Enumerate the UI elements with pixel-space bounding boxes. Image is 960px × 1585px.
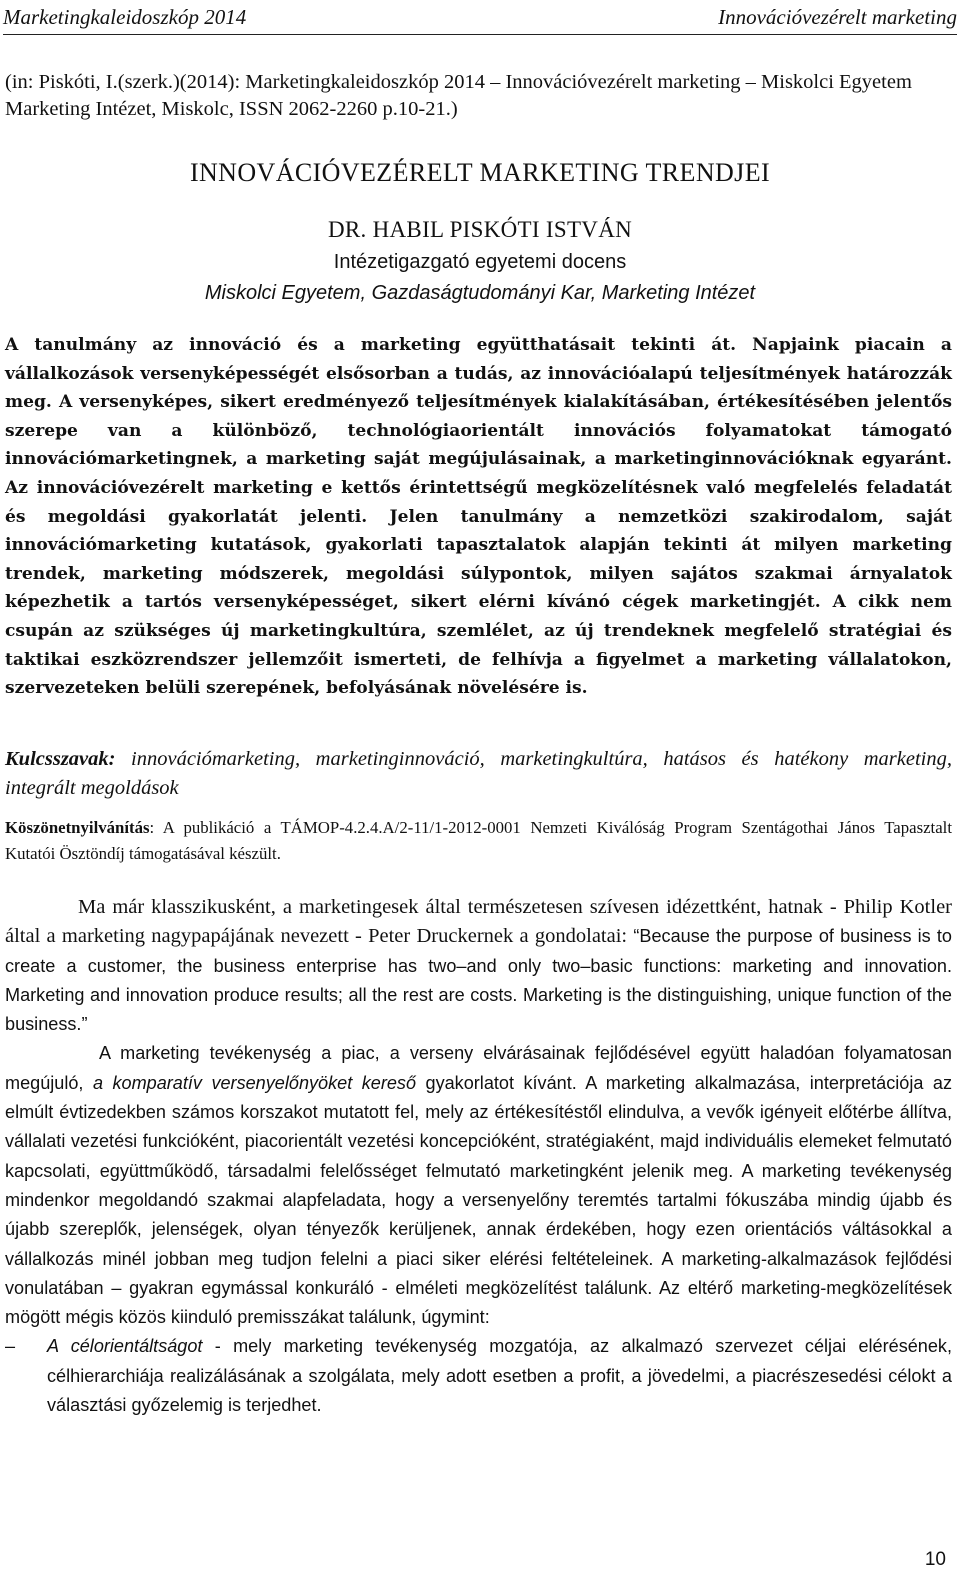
keywords-text: innovációmarketing, marketinginnováció, marketingkultúra, hatásos és hatékony marketing, integrált megoldások [5,748,952,799]
abstract: A tanulmány az innováció és a marketing együtthatásait tekinti át. Napjaink piacain a vállalkozások versenyképességét elsősorban a tudás, az innovációalapú teljesítmények határozzák meg. A versenyképes, sikert eredményező teljesítmények kialakításában, értékesítésében jelentős szerepe van a különböző, technológiaorientált innovációs folyamatokat támogató innovációmarketingnek, a marketing saját megújulásainak, a marketinginnovációknak egyaránt. Az innovációvezérelt marketing e kettős érintettségű megközelítésnek való megfelelés feladatát és megoldási gyakorlatát jelenti. Jelen tanulmány a nemzetközi szakirodalom, saját innovációmarketing kutatások, gyakorlati tapasztalatok alapján tekinti át milyen marketing trendek, marketing módszerek, megoldási súlypontok, milyen sajátos szakmai árnyalatok képezhetik a tartós versenyképességet, sikert elérni kívánó cégek marketingjét. A cikk nem csupán az szükséges új marketingkultúra, szemlélet, az új trendeknek megfelelő stratégiai és taktikai eszközrendszer jellemzőit ismerteti, de felhívja a figyelmet a marketing vállalatokon, szervezeteken belüli szerepének, befolyásának növelésére is. [5,335,952,699]
acknowledgement-text: : A publikáció a TÁMOP-4.2.4.A/2-11/1-2012-0001 Nemzeti Kiválóság Program Szentágothai János Tapasztalt Kutatói Ösztöndíj támogatásával készült. [5,818,952,863]
author-affiliation: Miskolci Egyetem, Gazdaságtudományi Kar, Marketing Intézet [204,282,756,304]
author-position: Intézetigazgató egyetemi docens [333,251,627,273]
paragraph-drucker [5,893,952,1039]
article-title: INNOVÁCIÓVEZÉRELT MARKETING TRENDJEI [189,158,771,187]
keywords [5,745,952,803]
header-issue-theme: Innovációvezérelt marketing [718,5,957,29]
paragraph-evolution-part-a: A marketing tevékenység a piac, a verseny elvárásainak fejlődésével együtt haladóan folyamatosan megújuló, [5,1043,952,1093]
header-journal-title: Marketingkaleidoszkóp 2014 [3,5,247,29]
keywords-label: Kulcsszavak: [5,748,116,770]
running-header [3,0,957,35]
list-item-term: A célorientáltságot [47,1336,203,1357]
list-item [5,1332,952,1420]
page-number: 10 [924,1549,946,1570]
paragraph-drucker-lead: Ma már klasszikusként, a marketingesek által természetesen szívesen idézettként, hatnak - Philip Kotler által a marketing nagypapájának nevezett - Peter Druckernek a gondolatai: [5,896,952,948]
drucker-quote: “Because the purpose of business is to create a customer, the business enterprise has two–and only two–basic functions: marketing and innovation. Marketing and innovation produce results; all the rest are costs. Marketing is the distinguishing, unique function of the business.” [5,926,952,1035]
dash-bullet: – [5,1336,16,1357]
list-item-text: - mely marketing tevékenység mozgatója, az alkalmazó szervezet céljai elérésének, célhierarchiája realizálásának a szolgálata, mely adott esetben a profit, a jövedelmi, a piacrészesedési célokt a választási győzelemig is terjedhet. [47,1336,953,1416]
premises-list [5,1332,952,1420]
acknowledgement [5,815,952,867]
paragraph-evolution-emphasis: a komparatív versenyelőnyöket kereső [92,1072,417,1093]
paragraph-evolution-part-b: gyakorlatot kívánt. A marketing alkalmazása, interpretációja az elmúlt évtizedekben számos korszakot mutatott fel, mely az értékesítéstől elindulva, a vevők igényeit előtérbe állítva, vállalati vezetési funkcióként, piacorientált vezetési koncepcióként, stratégiaként, majd individuális elemeket felmutató kapcsolati, együttműködő, társadalmi felelősséget felmutató marketingként jelenik meg. A marketing tevékenység mindenkor megoldandó szakmai alapfeladata, hogy a versenyelőny teremtés tartalmi fókuszába mindig újabb és újabb szereplők, jelenségek, olyan tényezők kerüljenek, annak érdekében, hogy ezen orientációs váltásokkal a vállalkozás minél jobban meg tudjon felelni a piaci siker elérési feltételeinek. A marketing-alkalmazások fejlődési vonulatában – gyakran egymással konkuráló - elméleti megközelítést találunk. Az eltérő marketing-megközelítések mögött mégis közös kiinduló premisszákat találunk, úgymint: [5,1072,952,1328]
acknowledgement-label: Köszönetnyilvánítás [5,818,150,837]
paragraph-marketing-evolution [5,1039,952,1332]
body-text [5,893,952,1420]
citation-note: (in: Piskóti, I.(szerk.)(2014): Marketingkaleidoszkóp 2014 – Innovációvezérelt marketing – Miskolci Egyetem Marketing Intézet, Miskolc, ISSN 2062-2260 p.10-21.) [5,71,912,120]
author-name: DR. HABIL PISKÓTI ISTVÁN [327,217,633,242]
